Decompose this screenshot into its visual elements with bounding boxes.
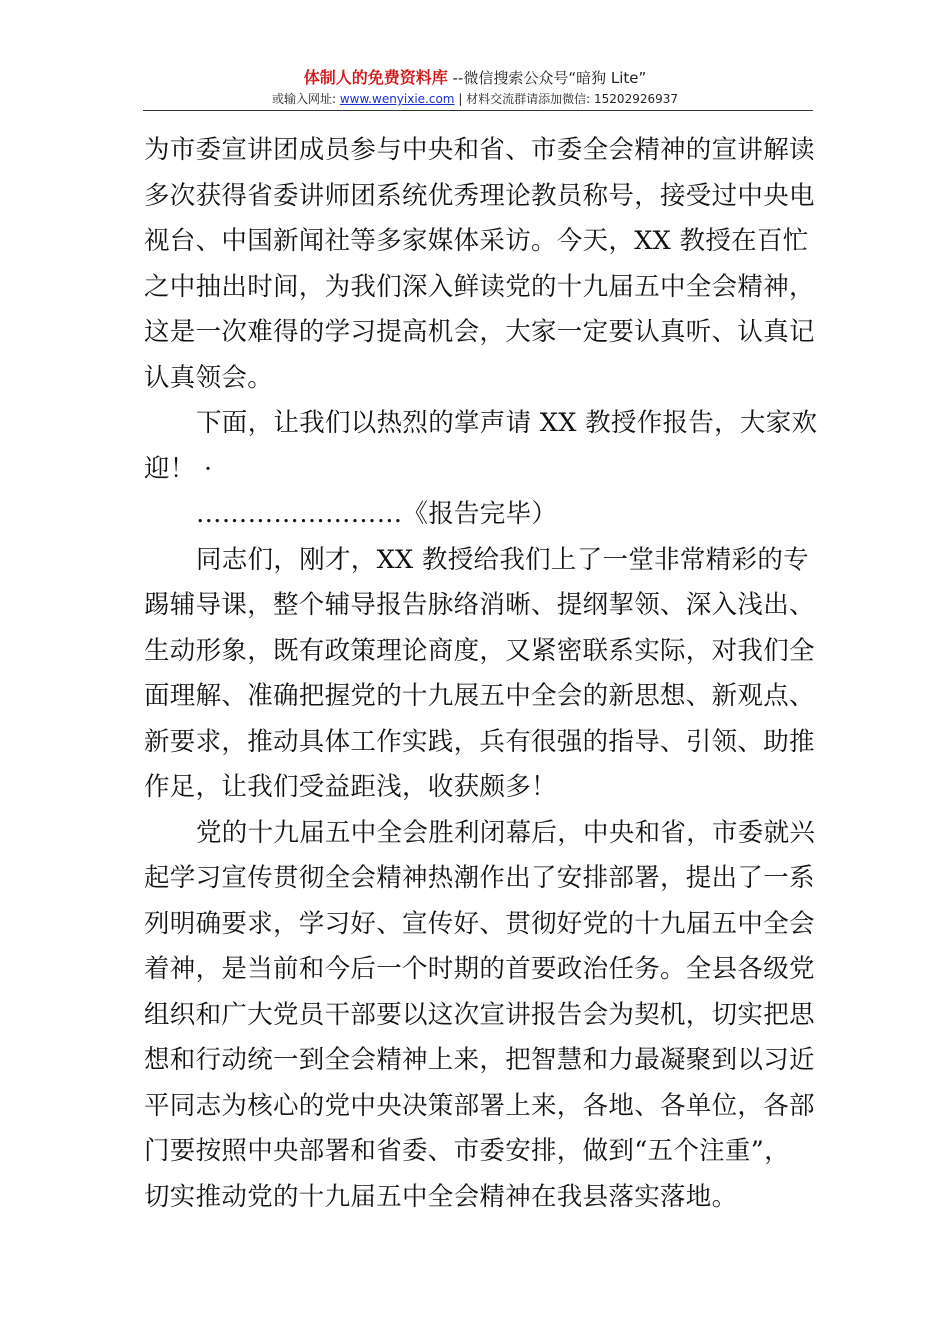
- header-url-prefix: 或输入网址:: [271, 92, 340, 106]
- body-line: 视台、中国新闻社等多家媒体采访。今天，XX 教授在百忙: [144, 226, 809, 256]
- body-line: 列明确要求，学习好、宣传好、贯彻好党的十九届五中全会: [144, 908, 815, 939]
- header-contact: | 材料交流群请添加微信: 15202926937: [454, 92, 679, 106]
- body-line: 新要求，推动具体工作实践，兵有很强的指导、引领、助推: [144, 726, 815, 757]
- body-line: 起学习宣传贯彻全会精神热潮作出了安排部署，提出了一系: [144, 863, 815, 893]
- body-line: 门要按照中央部署和省委、市委安排，做到“五个注重”，: [144, 1136, 790, 1166]
- header-brand: 体制人的免费资料库: [303, 68, 448, 87]
- document-body: [144, 128, 818, 1220]
- body-line: 为市委宣讲团成员参与中央和省、市委全会精神的宣讲解读: [144, 135, 815, 165]
- body-line: 这是一次难得的学习提高机会，大家一定要认真听、认真记: [144, 317, 815, 347]
- body-line: ……………………《报告完毕）: [196, 499, 558, 529]
- header-contact-line: [0, 90, 950, 108]
- body-line: 平同志为核心的党中央决策部署上来，各地、各单位，各部: [144, 1090, 815, 1121]
- body-line: 认真领会。: [144, 362, 274, 393]
- body-line: 踢辅导课，整个辅导报告脉络消晰、提纲挈领、深入浅出、: [144, 590, 815, 620]
- body-line: 想和行动统一到全会精神上来，把智慧和力最凝聚到以习近: [144, 1045, 815, 1075]
- body-line: 党的十九届五中全会胜利闭幕后，中央和省，市委就兴: [196, 817, 816, 848]
- body-line: 之中抽出时间，为我们深入鲜读党的十九届五中全会精神，: [144, 271, 815, 302]
- body-line: 面理解、准确把握党的十九展五中全会的新思想、新观点、: [144, 681, 815, 711]
- header-title-line: [0, 68, 950, 88]
- body-line: 作足，让我们受益距浅，收获颇多！: [144, 772, 557, 802]
- body-line: 生动形象，既有政策理论商度，又紧密联系实际，对我们全: [144, 635, 815, 666]
- header-website-link[interactable]: www.wenyixie.com: [339, 92, 455, 106]
- header-tagline: --微信搜索公众号“暗狗 Lite”: [447, 69, 647, 87]
- body-line: 组织和广大党员干部要以这次宣讲报告会为契机，切实把思: [144, 999, 815, 1030]
- body-line: 下面，让我们以热烈的掌声请 XX 教授作报告，大家欢: [196, 408, 818, 438]
- body-line: 切实推动党的十九届五中全会精神在我县落实落地。: [144, 1181, 738, 1212]
- body-line: 迎！ ·: [144, 453, 213, 484]
- body-line: 多次获得省委讲师团系统优秀理论教员称号，接受过中央电: [144, 180, 815, 211]
- body-line: 着神，是当前和今后一个时期的首要政治任务。全县各级党: [144, 954, 815, 984]
- page-header: [0, 68, 950, 108]
- body-line: 同志们，刚才，XX 教授给我们上了一堂非常精彩的专: [196, 544, 809, 575]
- header-divider: [143, 110, 813, 111]
